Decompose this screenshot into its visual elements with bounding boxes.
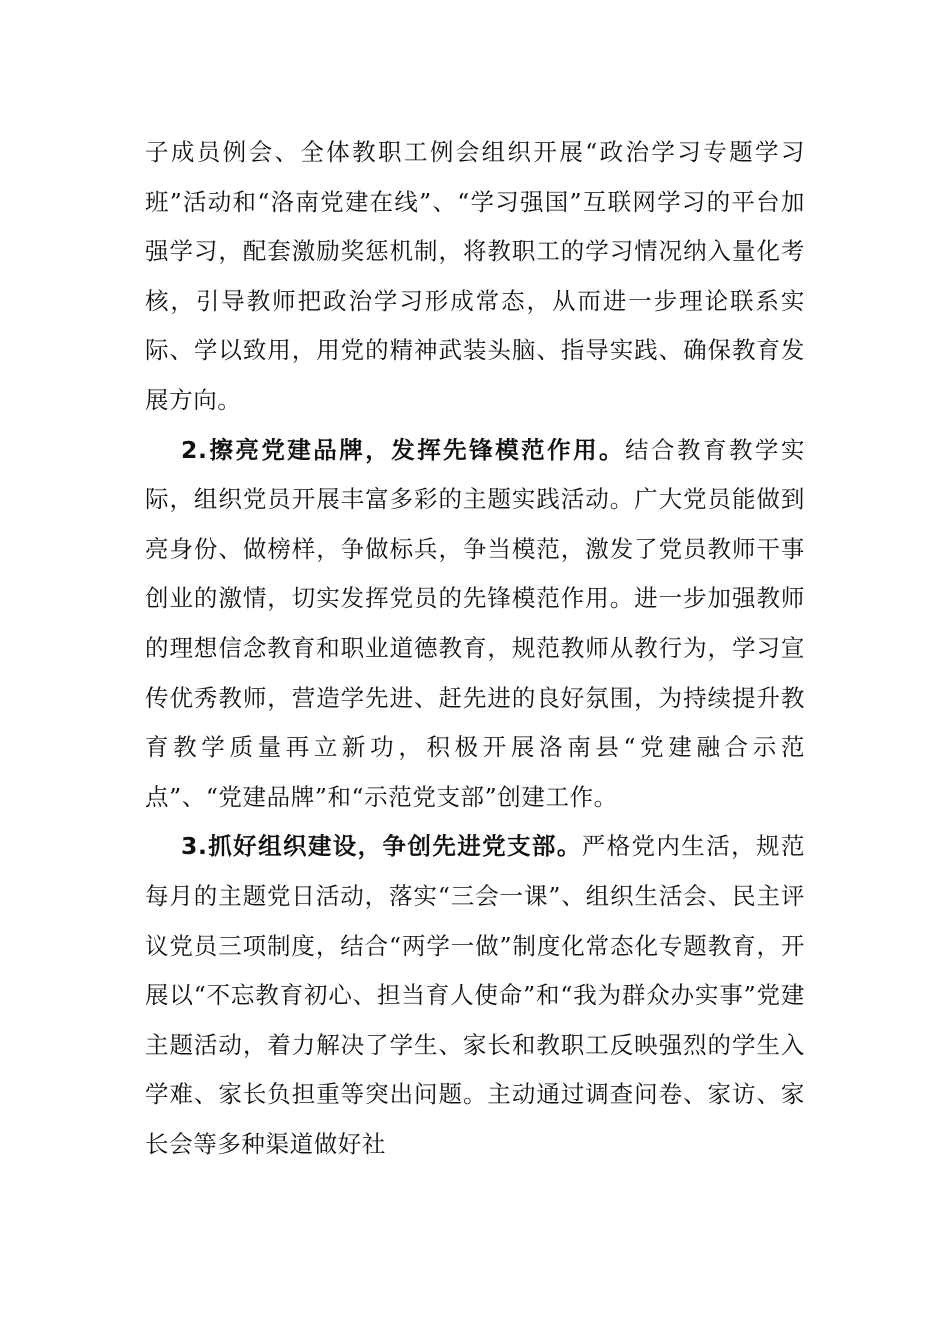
paragraph-2-text: 结合教育教学实际，组织党员开展丰富多彩的主题实践活动。广大党员能做到亮身份、做榜样，争做标兵，争当模范，激发了党员教师干事创业的激情，切实发挥党员的先锋模范作用。进一步加强教师的理想信念教育和职业道德教育，规范教师从教行为，学习宣传优秀教师，营造学先进、赶先进的良好氛围，为持续提升教育教学质量再立新功，积极开展洛南县“党建融合示范点”、“党建品牌”和“示范党支部”创建工作。 [145, 435, 806, 811]
paragraph-2 [145, 426, 805, 823]
paragraph-1 [145, 128, 805, 426]
document-body [145, 128, 805, 1169]
paragraph-3-heading: 3.抓好组织建设，争创先进党支部。 [181, 832, 582, 861]
paragraph-1-text: 子成员例会、全体教职工例会组织开展“政治学习专题学习班”活动和“洛南党建在线”、“学习强国”互联网学习的平台加强学习，配套激励奖惩机制，将教职工的学习情况纳入量化考核，引导教师把政治学习形成常态，从而进一步理论联系实际、学以致用，用党的精神武装头脑、指导实践、确保教育发展方向。 [145, 138, 805, 414]
paragraph-3-text: 严格党内生活，规范每月的主题党日活动，落实“三会一课”、组织生活会、民主评议党员三项制度，结合“两学一做”制度化常态化专题教育，开展以“不忘教育初心、担当育人使命”和“我为群众办实事”党建主题活动，着力解决了学生、家长和教职工反映强烈的学生入学难、家长负担重等突出问题。主动通过调查问卷、家访、家长会等多种渠道做好社 [145, 832, 805, 1158]
paragraph-2-heading: 2.擦亮党建品牌，发挥先锋模范作用。 [181, 435, 626, 464]
paragraph-3 [145, 822, 805, 1169]
